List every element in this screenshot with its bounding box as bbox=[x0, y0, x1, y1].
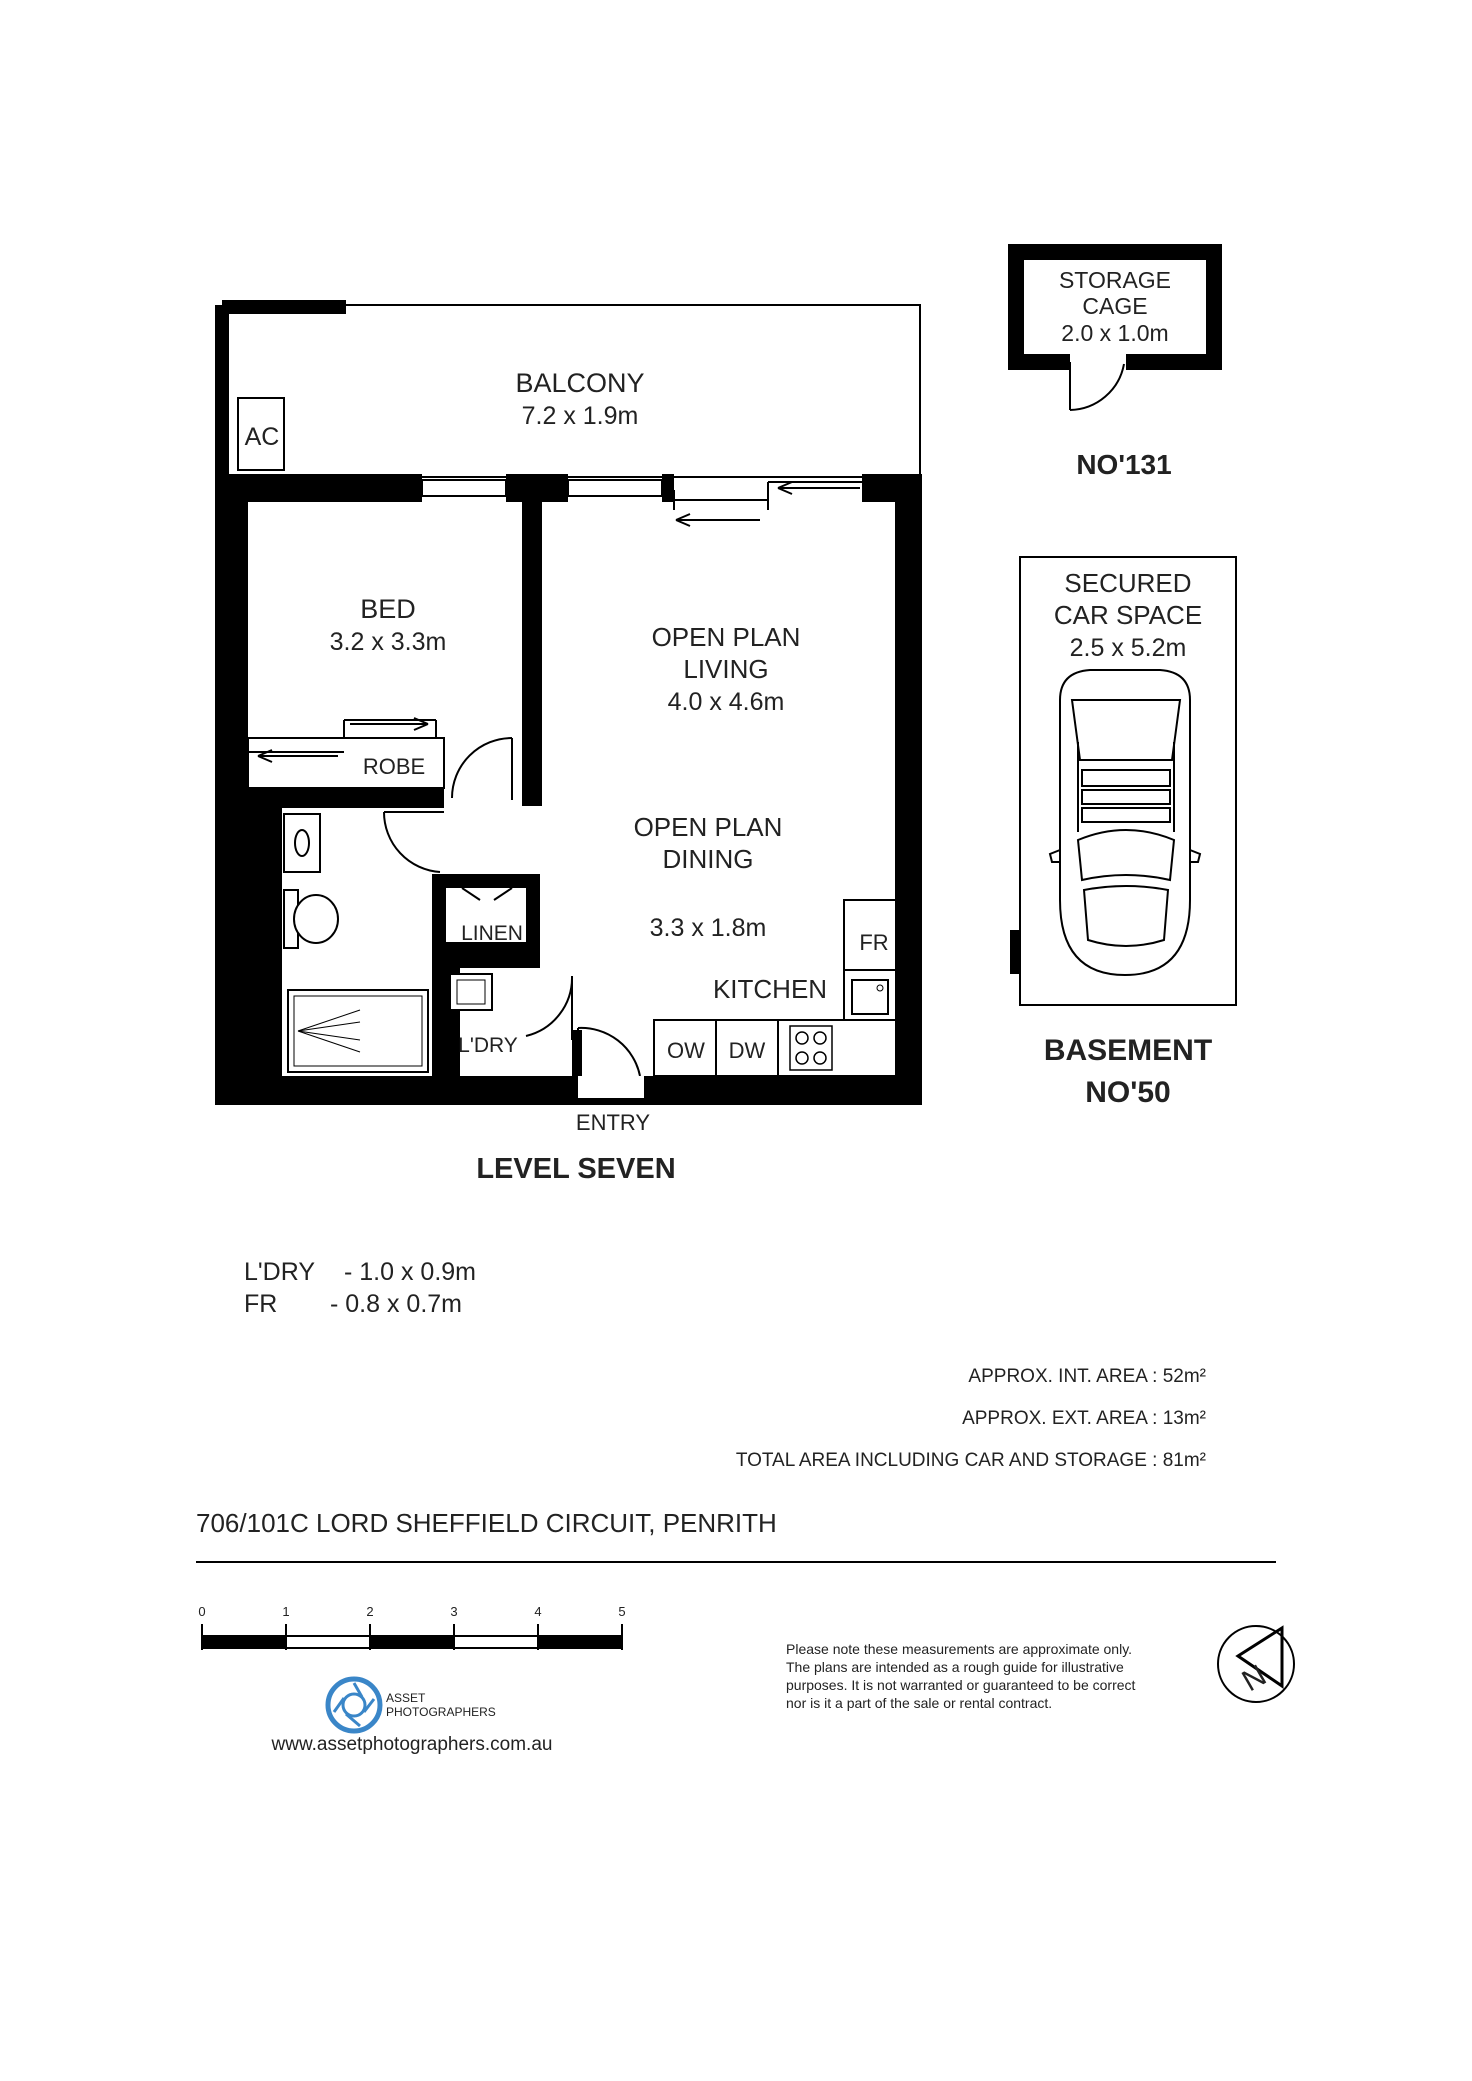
entry-door bbox=[578, 1028, 644, 1098]
scale-bar bbox=[198, 1604, 625, 1650]
bath-left-wall bbox=[248, 788, 282, 1098]
fridge-label: FR bbox=[859, 930, 889, 955]
disclaimer bbox=[786, 1641, 1136, 1711]
robe-label: ROBE bbox=[362, 754, 426, 779]
bed-name: BED bbox=[360, 594, 416, 624]
car-line2: CAR SPACE bbox=[1053, 600, 1203, 630]
car-location: BASEMENT bbox=[1043, 1034, 1213, 1067]
north-wall-c bbox=[662, 474, 674, 502]
car-line1: SECURED bbox=[1064, 568, 1192, 598]
dim-label: FR bbox=[244, 1290, 278, 1318]
north-compass-icon bbox=[1218, 1626, 1294, 1702]
scale-tick-label: 4 bbox=[534, 1604, 542, 1619]
area-line: APPROX. INT. AREA : 52m² bbox=[968, 1366, 1206, 1387]
car-number: NO'50 bbox=[1085, 1076, 1171, 1109]
balcony-name: BALCONY bbox=[515, 368, 645, 398]
bath-door bbox=[384, 812, 444, 872]
disclaimer-line: Please note these measurements are approximate only. bbox=[786, 1641, 1133, 1657]
storage-line2: CAGE bbox=[1082, 293, 1148, 319]
disclaimer-line: The plans are intended as a rough guide for illustrative bbox=[786, 1659, 1124, 1675]
dining-line1: OPEN PLAN bbox=[633, 812, 783, 842]
dishwasher-label: DW bbox=[728, 1038, 766, 1063]
bed-door bbox=[452, 738, 522, 806]
kitchen-label: KITCHEN bbox=[712, 974, 828, 1004]
shower bbox=[288, 990, 428, 1072]
living-line1: OPEN PLAN bbox=[651, 622, 801, 652]
dim-value: - 1.0 x 0.9m bbox=[344, 1258, 476, 1286]
brand-name-line1: ASSET bbox=[386, 1691, 426, 1705]
dim-value: - 0.8 x 0.7m bbox=[330, 1290, 462, 1318]
car-icon bbox=[1050, 670, 1200, 975]
bed-size: 3.2 x 3.3m bbox=[329, 628, 447, 656]
entry-label: ENTRY bbox=[575, 1110, 651, 1135]
car-size: 2.5 x 5.2m bbox=[1069, 634, 1187, 662]
scale-tick-label: 0 bbox=[198, 1604, 206, 1619]
scale-tick-label: 5 bbox=[618, 1604, 626, 1619]
laundry bbox=[446, 968, 582, 1078]
linen-cupboard bbox=[446, 874, 540, 968]
scale-tick-label: 1 bbox=[282, 1604, 290, 1619]
top-wall-segment bbox=[222, 300, 346, 314]
storage-line1: STORAGE bbox=[1058, 267, 1172, 293]
bath-right-wall bbox=[432, 874, 446, 1098]
sliding-door bbox=[674, 482, 862, 526]
storage-size: 2.0 x 1.0m bbox=[1061, 320, 1169, 346]
bed-window bbox=[422, 480, 506, 496]
balcony-size: 7.2 x 1.9m bbox=[521, 402, 639, 430]
area-line: APPROX. EXT. AREA : 13m² bbox=[962, 1408, 1206, 1429]
bed-living-wall bbox=[522, 500, 542, 806]
north-wall-d bbox=[862, 474, 922, 502]
brand-logo bbox=[328, 1679, 496, 1731]
disclaimer-line: purposes. It is not warranted or guaranteed to be correct bbox=[786, 1677, 1136, 1693]
north-wall-b bbox=[506, 474, 568, 502]
address: 706/101C LORD SHEFFIELD CIRCUIT, PENRITH bbox=[196, 1508, 777, 1538]
bottom-wall bbox=[222, 1076, 922, 1098]
area-line: TOTAL AREA INCLUDING CAR AND STORAGE : 81m² bbox=[735, 1450, 1206, 1471]
main-floor-plan bbox=[222, 300, 922, 1185]
scale-tick-label: 2 bbox=[366, 1604, 374, 1619]
linen-label: LINEN bbox=[461, 922, 523, 945]
oven-label: OW bbox=[667, 1038, 705, 1063]
vanity bbox=[284, 814, 320, 872]
brand-name-line2: PHOTOGRAPHERS bbox=[386, 1705, 496, 1719]
dining-size: 3.3 x 1.8m bbox=[649, 914, 767, 942]
toilet bbox=[284, 890, 338, 948]
camera-aperture-icon bbox=[328, 1679, 380, 1731]
scale-tick-label: 3 bbox=[450, 1604, 458, 1619]
dim-label: L'DRY bbox=[244, 1258, 316, 1286]
living-window bbox=[568, 480, 662, 496]
disclaimer-line: nor is it a part of the sale or rental contract. bbox=[786, 1695, 1053, 1711]
dining-line2: DINING bbox=[662, 844, 754, 874]
left-wall bbox=[222, 478, 248, 1098]
north-wall-a bbox=[222, 474, 422, 502]
living-size: 4.0 x 4.6m bbox=[667, 688, 785, 716]
laundry-label: L'DRY bbox=[458, 1034, 518, 1057]
storage-cage bbox=[1016, 252, 1214, 480]
right-wall bbox=[895, 476, 922, 1098]
compass-label: N bbox=[1236, 1658, 1272, 1699]
level-title: LEVEL SEVEN bbox=[476, 1153, 676, 1185]
extra-dimensions bbox=[244, 1258, 476, 1318]
ac-label: AC bbox=[244, 423, 280, 451]
brand-website: www.assetphotographers.com.au bbox=[271, 1734, 553, 1755]
area-summary bbox=[736, 1366, 1206, 1471]
car-space bbox=[1010, 557, 1236, 1109]
storage-number: NO'131 bbox=[1076, 449, 1172, 480]
living-line2: LIVING bbox=[683, 654, 769, 684]
